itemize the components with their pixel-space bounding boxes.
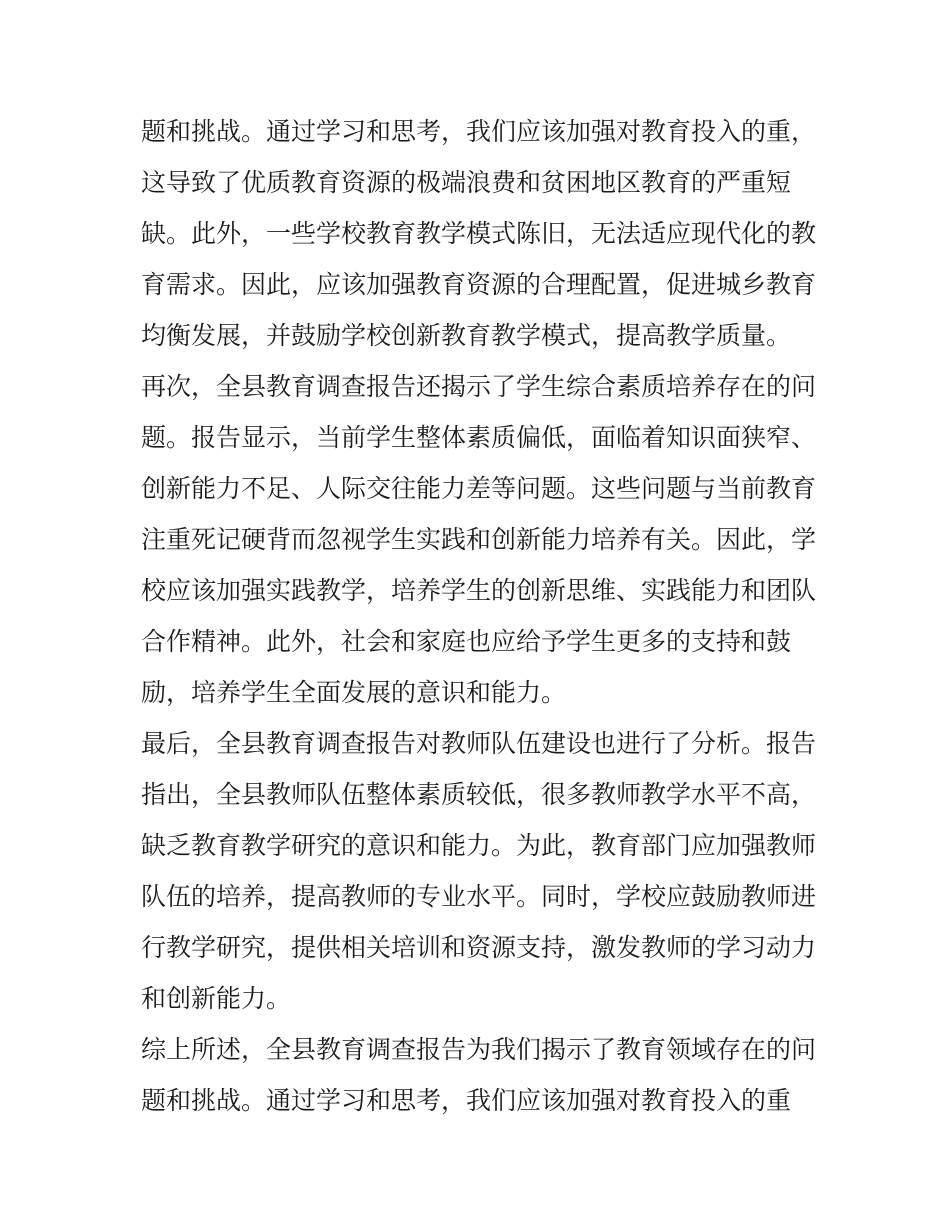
text-line: 再次，全县教育调查报告还揭示了学生综合素质培养存在的问	[141, 372, 817, 401]
text-line: 队伍的培养，提高教师的专业水平。同时，学校应鼓励教师进	[141, 882, 817, 911]
text-line: 均衡发展，并鼓励学校创新教育教学模式，提高教学质量。	[141, 321, 792, 350]
text-line: 缺。此外，一些学校教育教学模式陈旧，无法适应现代化的教	[141, 219, 817, 248]
text-line: 注重死记硬背而忽视学生实践和创新能力培养有关。因此，学	[141, 525, 817, 554]
text-line: 行教学研究，提供相关培训和资源支持，激发教师的学习动力	[141, 933, 817, 962]
text-line: 育需求。因此，应该加强教育资源的合理配置，促进城乡教育	[141, 270, 817, 299]
text-line: 综上所述，全县教育调查报告为我们揭示了教育领域存在的问	[141, 1035, 817, 1064]
text-line: 题和挑战。通过学习和思考，我们应该加强对教育投入的重，	[141, 117, 817, 146]
text-line: 合作精神。此外，社会和家庭也应给予学生更多的支持和鼓	[141, 627, 792, 656]
text-line: 题和挑战。通过学习和思考，我们应该加强对教育投入的重	[141, 1086, 792, 1115]
text-line: 和创新能力。	[141, 984, 292, 1013]
text-line: 最后，全县教育调查报告对教师队伍建设也进行了分析。报告	[141, 729, 817, 758]
text-line: 励，培养学生全面发展的意识和能力。	[141, 678, 567, 707]
text-line: 校应该加强实践教学，培养学生的创新思维、实践能力和团队	[141, 576, 817, 605]
text-line: 创新能力不足、人际交往能力差等问题。这些问题与当前教育	[141, 474, 817, 503]
document-body	[141, 106, 821, 1126]
text-line: 缺乏教育教学研究的意识和能力。为此，教育部门应加强教师	[141, 831, 817, 860]
text-line: 题。报告显示，当前学生整体素质偏低，面临着知识面狭窄、	[141, 423, 817, 452]
text-line: 这导致了优质教育资源的极端浪费和贫困地区教育的严重短	[141, 168, 792, 197]
text-line: 指出，全县教师队伍整体素质较低，很多教师教学水平不高，	[141, 780, 817, 809]
